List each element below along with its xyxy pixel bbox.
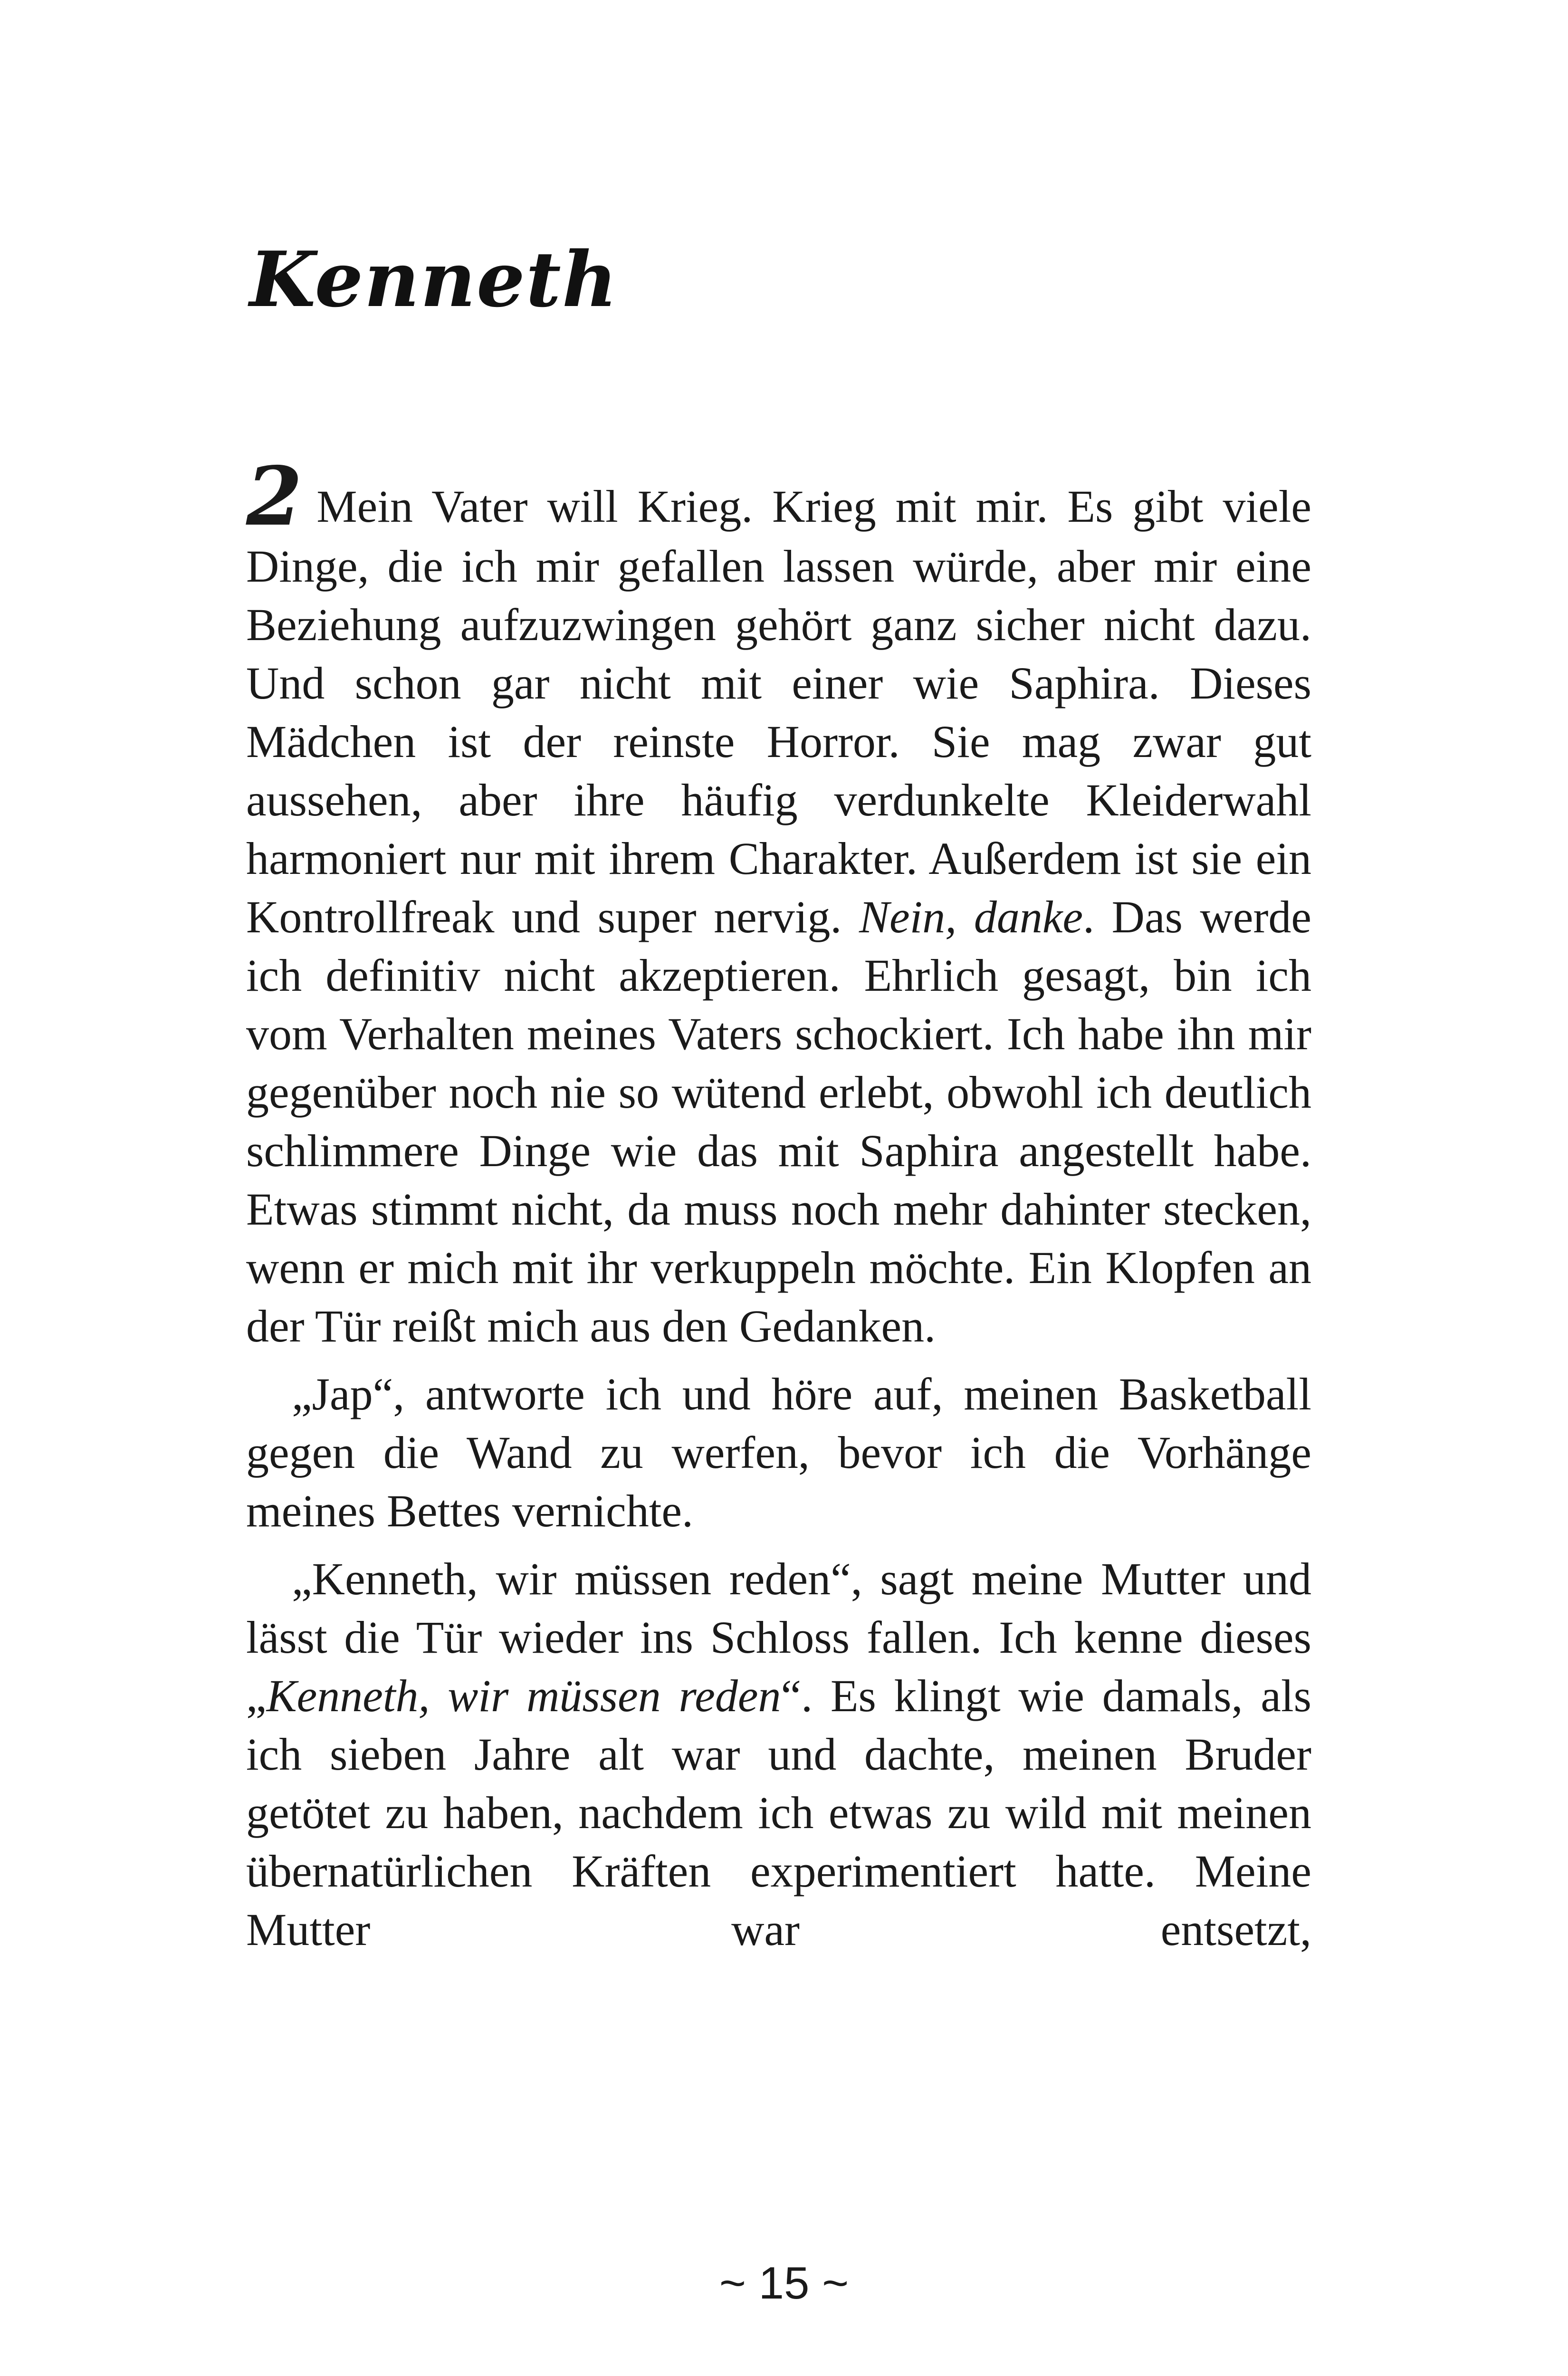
paragraph-3 [246, 1550, 1311, 1959]
chapter-title: Kenneth [249, 235, 619, 324]
paragraph-1-text-a: Mein Vater will Krieg. Krieg mit mir. Es gibt viele Dinge, die ich mir gefallen lassen würde, aber mir eine Beziehung aufzuzwingen gehört ganz sicher nicht dazu. Und schon gar nicht mit einer wie Saphira. Dieses Mädchen ist der reinste Horror. Sie mag zwar gut aussehen, aber ihre häufig verdunkelte Kleiderwahl harmoniert nur mit ihrem Charakter. Außerdem ist sie ein Kontrollfreak und super nervig. [246, 481, 1311, 942]
paragraph-3-text-b: “. Es klingt wie damals, als ich sieben Jahre alt war und dachte, meinen Bruder getötet zu haben, nachdem ich etwas zu wild mit meinen übernatürlichen Kräften experimentiert hatte. Meine Mutter war entsetzt, [246, 1670, 1312, 1955]
paragraph-3-emphasis: Kenneth, wir müssen reden [266, 1670, 781, 1721]
chapter-body [246, 449, 1312, 1959]
paragraph-2 [246, 1365, 1311, 1540]
paragraph-3-text-a: „Kenneth, wir müssen reden“, sagt meine Mutter und lässt die Tür wieder ins Schloss fallen. Ich kenne dieses „ [246, 1553, 1311, 1721]
paragraph-1 [246, 449, 1312, 1355]
page-number: ~ 15 ~ [719, 2258, 849, 2309]
chapter-number: 2 [246, 449, 303, 544]
paragraph-2-text: „Jap“, antworte ich und höre auf, meinen Basketball gegen die Wand zu werfen, bevor ich die Vorhänge meines Bettes vernichte. [246, 1369, 1311, 1536]
paragraph-1-text-b: . Das werde ich definitiv nicht akzeptieren. Ehrlich gesagt, bin ich vom Verhalten meines Vaters schockiert. Ich habe ihn mir gegenüber noch nie so wütend erlebt, obwohl ich deutlich schlimmere Dinge wie das mit Saphira angestellt habe. Etwas stimmt nicht, da muss noch mehr dahinter stecken, wenn er mich mit ihr verkuppeln möchte. Ein Klopfen an der Tür reißt mich aus den Gedanken. [246, 891, 1312, 1351]
paragraph-1-emphasis: Nein, danke [859, 891, 1083, 942]
